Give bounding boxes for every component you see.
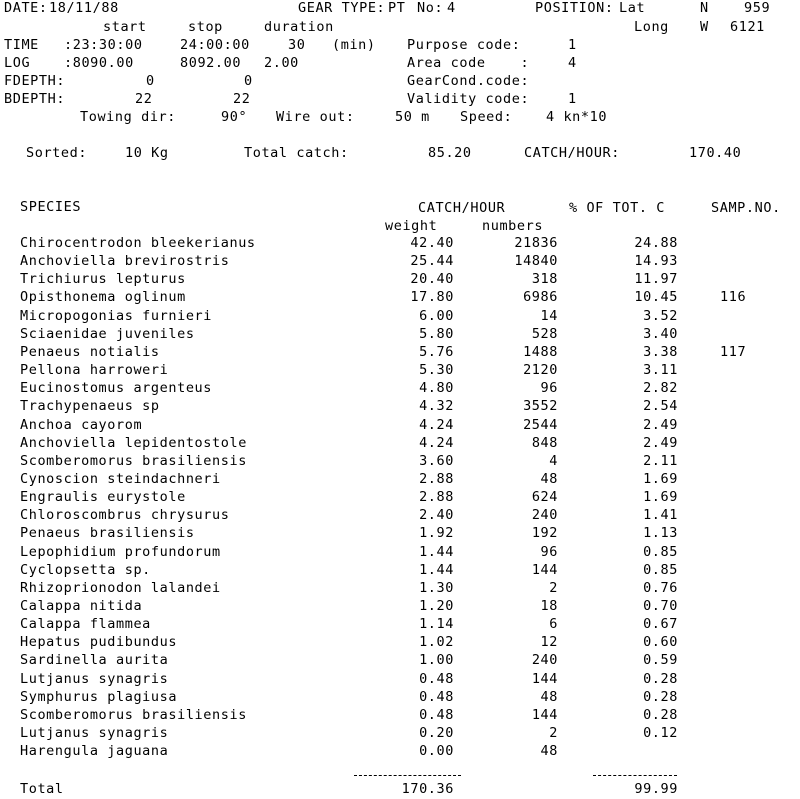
time-duration: 30 xyxy=(288,37,306,53)
species-numbers: 96 xyxy=(540,544,558,560)
species-name: Symphurus plagiusa xyxy=(20,689,178,705)
species-weight: 2.88 xyxy=(419,471,454,487)
time-stop: 24:00:00 xyxy=(180,37,250,53)
species-percent: 10.45 xyxy=(634,289,678,305)
species-name: Scomberomorus brasiliensis xyxy=(20,707,247,723)
species-name: Lutjanus synagris xyxy=(20,671,169,687)
species-percent: 1.69 xyxy=(643,471,678,487)
species-numbers: 848 xyxy=(531,435,558,451)
species-name: Penaeus brasiliensis xyxy=(20,525,195,541)
species-numbers: 144 xyxy=(531,562,558,578)
bdepth-start: 22 xyxy=(135,91,153,107)
species-numbers: 14840 xyxy=(514,253,558,269)
species-percent: 11.97 xyxy=(634,271,678,287)
species-weight: 1.00 xyxy=(419,652,454,668)
species-percent: 3.40 xyxy=(643,326,678,342)
fdepth-stop: 0 xyxy=(244,73,253,89)
purpose-code-label: Purpose code: xyxy=(407,37,521,53)
species-weight: 5.76 xyxy=(419,344,454,360)
total-label: Total xyxy=(20,781,64,797)
species-percent: 1.41 xyxy=(643,507,678,523)
species-percent: 24.88 xyxy=(634,235,678,251)
species-numbers: 14 xyxy=(540,308,558,324)
long-value: 6121 xyxy=(730,19,765,35)
col-stop-header: stop xyxy=(188,19,223,35)
species-percent: 0.85 xyxy=(643,544,678,560)
species-name: Sciaenidae juveniles xyxy=(20,326,195,342)
species-numbers: 4 xyxy=(549,453,558,469)
species-weight: 2.40 xyxy=(419,507,454,523)
species-name: Lutjanus synagris xyxy=(20,725,169,741)
species-name: Harengula jaguana xyxy=(20,743,169,759)
no-value: 4 xyxy=(447,0,456,16)
species-weight: 20.40 xyxy=(410,271,454,287)
species-numbers: 6 xyxy=(549,616,558,632)
species-percent: 0.67 xyxy=(643,616,678,632)
species-weight: 0.00 xyxy=(419,743,454,759)
species-weight: 0.48 xyxy=(419,671,454,687)
species-numbers: 96 xyxy=(540,380,558,396)
species-numbers: 318 xyxy=(531,271,558,287)
validity-code-value: 1 xyxy=(568,91,577,107)
species-percent: 3.38 xyxy=(643,344,678,360)
species-name: Sardinella aurita xyxy=(20,652,169,668)
species-column-header: SPECIES xyxy=(20,199,82,215)
sample-number-column-header: SAMP.NO. xyxy=(711,200,781,216)
species-percent: 1.69 xyxy=(643,489,678,505)
species-weight: 0.48 xyxy=(419,707,454,723)
species-percent: 0.12 xyxy=(643,725,678,741)
species-percent: 2.49 xyxy=(643,417,678,433)
species-weight: 1.20 xyxy=(419,598,454,614)
wire-out-label: Wire out: xyxy=(276,109,355,125)
species-percent: 0.60 xyxy=(643,634,678,650)
species-name: Rhizoprionodon lalandei xyxy=(20,580,221,596)
species-weight: 1.44 xyxy=(419,544,454,560)
species-percent: 0.85 xyxy=(643,562,678,578)
species-name: Engraulis eurystole xyxy=(20,489,186,505)
date-value: 18/11/88 xyxy=(49,0,119,16)
time-label: TIME xyxy=(4,37,39,53)
col-duration-header: duration xyxy=(264,19,334,35)
species-name: Anchoviella lepidentostole xyxy=(20,435,247,451)
species-percent: 14.93 xyxy=(634,253,678,269)
long-hemisphere: W xyxy=(700,19,709,35)
species-name: Lepophidium profundorum xyxy=(20,544,221,560)
species-weight: 4.32 xyxy=(419,398,454,414)
species-percent: 3.11 xyxy=(643,362,678,378)
position-label: POSITION: xyxy=(535,0,614,16)
wire-out-value: 50 m xyxy=(395,109,430,125)
species-weight: 42.40 xyxy=(410,235,454,251)
species-sample-number: 116 xyxy=(720,289,747,305)
species-numbers: 48 xyxy=(540,689,558,705)
species-percent: 3.52 xyxy=(643,308,678,324)
lat-value: 959 xyxy=(744,0,771,16)
species-numbers: 12 xyxy=(540,634,558,650)
catch-per-hour-column-header: CATCH/HOUR xyxy=(418,200,506,216)
species-name: Pellona harroweri xyxy=(20,362,169,378)
species-numbers: 144 xyxy=(531,707,558,723)
species-numbers: 624 xyxy=(531,489,558,505)
species-numbers: 2544 xyxy=(523,417,558,433)
weight-total-rule xyxy=(354,775,461,776)
species-numbers: 2120 xyxy=(523,362,558,378)
time-start: :23:30:00 xyxy=(64,37,143,53)
species-weight: 4.80 xyxy=(419,380,454,396)
species-name: Trichiurus lepturus xyxy=(20,271,186,287)
lat-label: Lat xyxy=(619,0,646,16)
percent-of-total-column-header: % OF TOT. C xyxy=(569,200,666,216)
species-weight: 4.24 xyxy=(419,417,454,433)
speed-value: 4 kn*10 xyxy=(546,109,608,125)
species-weight: 5.30 xyxy=(419,362,454,378)
lat-hemisphere: N xyxy=(700,0,709,16)
species-percent: 2.11 xyxy=(643,453,678,469)
species-name: Penaeus notialis xyxy=(20,344,160,360)
long-label: Long xyxy=(634,19,669,35)
fdepth-label: FDEPTH: xyxy=(4,73,66,89)
species-weight: 6.00 xyxy=(419,308,454,324)
species-weight: 17.80 xyxy=(410,289,454,305)
species-name: Opisthonema oglinum xyxy=(20,289,186,305)
species-name: Anchoa cayorom xyxy=(20,417,143,433)
species-name: Calappa flammea xyxy=(20,616,151,632)
log-label: LOG xyxy=(4,55,31,71)
sorted-value: 10 Kg xyxy=(125,145,169,161)
species-name: Hepatus pudibundus xyxy=(20,634,178,650)
species-name: Calappa nitida xyxy=(20,598,143,614)
species-weight: 1.92 xyxy=(419,525,454,541)
species-numbers: 48 xyxy=(540,743,558,759)
species-numbers: 3552 xyxy=(523,398,558,414)
species-weight: 1.14 xyxy=(419,616,454,632)
species-weight: 1.02 xyxy=(419,634,454,650)
log-duration: 2.00 xyxy=(264,55,299,71)
species-numbers: 240 xyxy=(531,652,558,668)
total-catch-value: 85.20 xyxy=(428,145,472,161)
species-name: Chirocentrodon bleekerianus xyxy=(20,235,256,251)
species-numbers: 48 xyxy=(540,471,558,487)
speed-label: Speed: xyxy=(460,109,513,125)
species-percent: 0.59 xyxy=(643,652,678,668)
bdepth-stop: 22 xyxy=(233,91,251,107)
area-code-label: Area code : xyxy=(407,55,530,71)
species-numbers: 144 xyxy=(531,671,558,687)
species-weight: 4.24 xyxy=(419,435,454,451)
species-percent: 2.82 xyxy=(643,380,678,396)
species-name: Anchoviella brevirostris xyxy=(20,253,230,269)
species-numbers: 240 xyxy=(531,507,558,523)
fdepth-start: 0 xyxy=(146,73,155,89)
species-percent: 0.70 xyxy=(643,598,678,614)
validity-code-label: Validity code: xyxy=(407,91,530,107)
numbers-column-header: numbers xyxy=(482,218,544,234)
towing-dir-value: 90° xyxy=(221,109,248,125)
date-label: DATE: xyxy=(4,0,48,16)
catch-per-hour-label: CATCH/HOUR: xyxy=(524,145,621,161)
col-start-header: start xyxy=(103,19,147,35)
log-start: :8090.00 xyxy=(64,55,134,71)
species-name: Eucinostomus argenteus xyxy=(20,380,213,396)
species-weight: 0.48 xyxy=(419,689,454,705)
total-percent: 99.99 xyxy=(634,781,678,797)
total-catch-label: Total catch: xyxy=(244,145,349,161)
species-numbers: 2 xyxy=(549,580,558,596)
species-weight: 0.20 xyxy=(419,725,454,741)
species-numbers: 192 xyxy=(531,525,558,541)
gear-type-value: PT xyxy=(388,0,406,16)
species-numbers: 1488 xyxy=(523,344,558,360)
species-numbers: 21836 xyxy=(514,235,558,251)
species-name: Cyclopsetta sp. xyxy=(20,562,151,578)
species-name: Trachypenaeus sp xyxy=(20,398,160,414)
species-percent: 2.49 xyxy=(643,435,678,451)
species-sample-number: 117 xyxy=(720,344,747,360)
species-percent: 0.28 xyxy=(643,671,678,687)
species-name: Chloroscombrus chrysurus xyxy=(20,507,230,523)
log-stop: 8092.00 xyxy=(180,55,242,71)
area-code-value: 4 xyxy=(568,55,577,71)
species-percent: 2.54 xyxy=(643,398,678,414)
species-weight: 2.88 xyxy=(419,489,454,505)
sorted-label: Sorted: xyxy=(26,145,88,161)
species-percent: 0.28 xyxy=(643,707,678,723)
species-weight: 1.44 xyxy=(419,562,454,578)
purpose-code-value: 1 xyxy=(568,37,577,53)
total-weight: 170.36 xyxy=(401,781,454,797)
species-percent: 1.13 xyxy=(643,525,678,541)
bdepth-label: BDEPTH: xyxy=(4,91,66,107)
species-numbers: 2 xyxy=(549,725,558,741)
species-weight: 3.60 xyxy=(419,453,454,469)
species-weight: 5.80 xyxy=(419,326,454,342)
species-name: Scomberomorus brasiliensis xyxy=(20,453,247,469)
catch-per-hour-value: 170.40 xyxy=(689,145,742,161)
weight-column-header: weight xyxy=(385,218,438,234)
towing-dir-label: Towing dir: xyxy=(80,109,177,125)
species-percent: 0.76 xyxy=(643,580,678,596)
species-weight: 25.44 xyxy=(410,253,454,269)
gear-type-label: GEAR TYPE: xyxy=(298,0,386,16)
species-name: Cynoscion steindachneri xyxy=(20,471,221,487)
species-weight: 1.30 xyxy=(419,580,454,596)
species-numbers: 528 xyxy=(531,326,558,342)
time-unit: (min) xyxy=(332,37,376,53)
species-name: Micropogonias furnieri xyxy=(20,308,213,324)
species-numbers: 6986 xyxy=(523,289,558,305)
no-label: No: xyxy=(417,0,444,16)
species-numbers: 18 xyxy=(540,598,558,614)
species-percent: 0.28 xyxy=(643,689,678,705)
gearcond-code-label: GearCond.code: xyxy=(407,73,530,89)
percent-total-rule xyxy=(593,775,677,776)
